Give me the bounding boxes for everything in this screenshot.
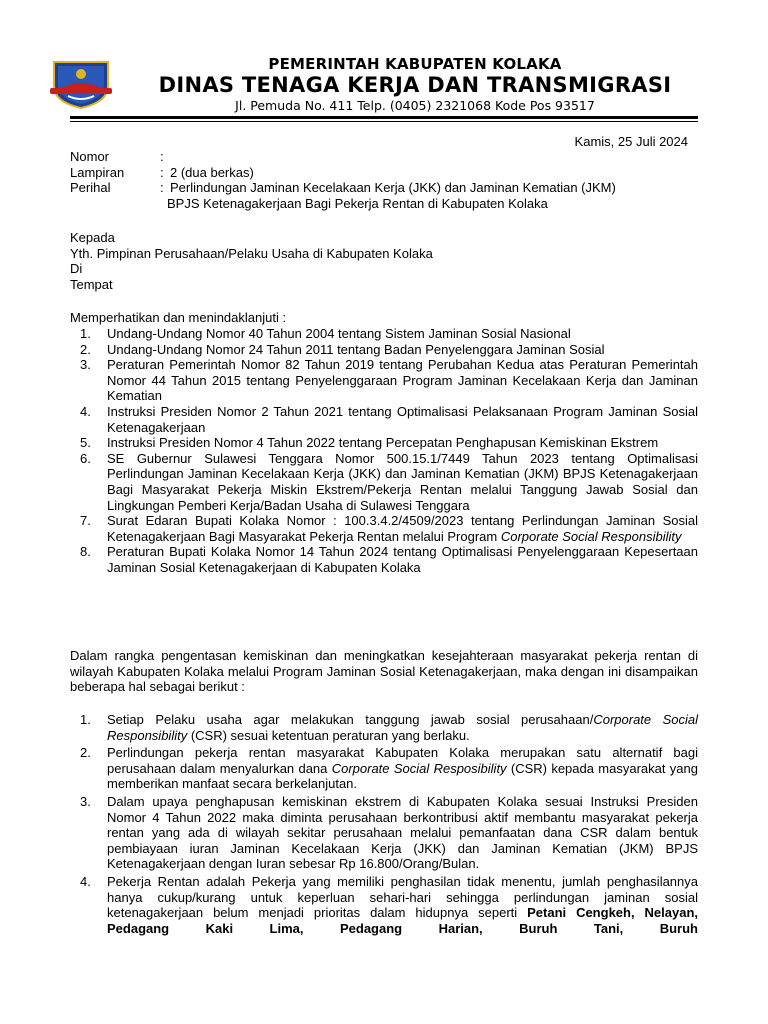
list-number: 4. xyxy=(80,873,91,889)
perihal-line-2: BPJS Ketenagakerjaan Bagi Pekerja Rentan di Kabupaten Kolaka xyxy=(167,195,548,211)
list-text: (CSR) kepada masyarakat yang memberikan manfaat secara berkelanjutan. xyxy=(107,760,698,792)
list-text: Undang-Undang Nomor 24 Tahun 2011 tentang Badan Penyelenggara Jaminan Sosial xyxy=(107,341,605,357)
government-name: PEMERINTAH KABUPATEN KOLAKA xyxy=(268,55,562,73)
list-number: 2. xyxy=(80,341,91,357)
nomor-colon: : xyxy=(160,149,164,164)
recipient-block xyxy=(70,230,433,292)
recipient-name: Yth. Pimpinan Perusahaan/Pelaku Usaha di Kabupaten Kolaka xyxy=(70,245,433,261)
list-item xyxy=(70,435,698,451)
perihal-line-1: Perlindungan Jaminan Kecelakaan Kerja (JKK) dan Jaminan Kematian (JKM) xyxy=(170,180,616,196)
list-text-italic: Corporate Social Responsibility xyxy=(500,528,682,544)
list-number: 3. xyxy=(80,793,91,809)
list-number: 5. xyxy=(80,435,91,451)
list-text: Perlindungan pekerja rentan masyarakat Kabupaten Kolaka merupakan satu alternatif bagi perusahaan dalam menyalurkan dana xyxy=(107,745,698,776)
nomor-label: Nomor xyxy=(70,149,110,164)
recipient-kepada: Kepada xyxy=(70,230,115,245)
agency-name: DINAS TENAGA KERJA DAN TRANSMIGRASI xyxy=(158,73,672,97)
list-text: Dalam upaya penghapusan kemiskinan ekstrem di Kabupaten Kolaka sesuai Instruksi Presiden Nomor 4 Tahun 2022 maka diminta perusahaan berkontribusi aktif membantu masyarakat pekerja rentan yang ada di wilayah sekitar perusahaan melalui pemanfaatan dana CSR dalam bentuk pembiayaan iuran Jaminan Kecelakaan Kerja (JKK) dan Jaminan Kematian (JKM) BPJS Ketenagakerjaan dengan Iuran sebesar Rp 16.800/Orang/Bulan. xyxy=(107,793,698,872)
list-number: 6. xyxy=(80,450,91,466)
letter-meta xyxy=(70,149,700,211)
lampiran-colon: : xyxy=(160,164,164,180)
list-number: 2. xyxy=(80,745,91,761)
list-text: Setiap Pelaku usaha agar melakukan tanggung jawab sosial perusahaan/ xyxy=(107,712,594,727)
nomor-row xyxy=(70,149,700,165)
list-text-bold: Petani Cengkeh, Nelayan, Pedagang Kaki Lima, Pedagang Harian, Buruh Tani, Buruh xyxy=(107,905,698,936)
list-item xyxy=(70,451,698,513)
list-item xyxy=(70,544,698,575)
letterhead xyxy=(110,55,720,114)
lampiran-value: 2 (dua berkas) xyxy=(170,164,254,180)
perihal-label: Perihal xyxy=(70,180,111,196)
list-text: (CSR) sesuai ketentuan peraturan yang berlaku. xyxy=(187,727,470,743)
recipient-tempat: Tempat xyxy=(70,276,113,292)
letter-date: Kamis, 25 Juli 2024 xyxy=(574,134,688,149)
list-item xyxy=(70,794,698,872)
list-number: 1. xyxy=(80,326,91,341)
list-text: Peraturan Pemerintah Nomor 82 Tahun 2019 tentang Perubahan Kedua atas Peraturan Pemerintah Nomor 44 Tahun 2015 tentang Penyelenggaraan Program Jaminan Kecelakaan Kerja dan Jaminan Kematian xyxy=(107,357,698,404)
list-number: 3. xyxy=(80,357,91,373)
list-number: 1. xyxy=(80,712,91,727)
points-list xyxy=(70,712,698,938)
list-text: Peraturan Bupati Kolaka Nomor 14 Tahun 2024 tentang Optimalisasi Penyelenggaraan Kepesertaan Jaminan Sosial Ketenagakerjaan di Kabupaten Kolaka xyxy=(107,544,698,575)
list-text: Instruksi Presiden Nomor 2 Tahun 2021 tentang Optimalisasi Pelaksanaan Program Jaminan Sosial Ketenagakerjaan xyxy=(107,403,698,435)
list-number: 8. xyxy=(80,544,91,560)
list-item xyxy=(70,326,698,342)
list-text: SE Gubernur Sulawesi Tenggara Nomor 500.15.1/7449 Tahun 2023 tentang Optimalisasi Perlindungan Jaminan Kecelakaan Kerja (JKK) dan Jaminan Kematian (JKM) BPJS Ketenagakerjaan Bagi Masyarakat Pekerja Miskin Ekstrem/Pekerja Rentan melalui Tanggung Jawab Sosial dan Lingkungan Pemberi Kerja/Badan Usaha di Sulawesi Tenggara xyxy=(107,450,698,513)
lampiran-label: Lampiran xyxy=(70,164,125,180)
kolaka-emblem-logo xyxy=(48,58,114,110)
letterhead-rule-thin xyxy=(70,121,698,122)
list-number: 4. xyxy=(80,403,91,419)
recipient-di: Di xyxy=(70,261,83,277)
intro-line: Memperhatikan dan menindaklanjuti : xyxy=(70,310,287,325)
list-number: 7. xyxy=(80,513,91,529)
list-item xyxy=(70,712,698,743)
list-text: Instruksi Presiden Nomor 4 Tahun 2022 tentang Percepatan Penghapusan Kemiskinan Ekstrem xyxy=(107,435,659,451)
agency-address: Jl. Pemuda No. 411 Telp. (0405) 2321068 Kode Pos 93517 xyxy=(235,98,595,113)
list-text: Undang-Undang Nomor 40 Tahun 2004 tentang Sistem Jaminan Sosial Nasional xyxy=(107,326,571,341)
reference-list xyxy=(70,326,698,576)
list-item xyxy=(70,357,698,404)
perihal-row xyxy=(70,180,700,196)
perihal-colon: : xyxy=(160,180,164,196)
list-text: Pekerja Rentan adalah Pekerja yang memiliki penghasilan tidak menentu, jumlah penghasilannya hanya cukup/kurang untuk keperluan sehari-hari sehingga perlindungan jaminan sosial ketenagakerjaan belum menjadi prioritas dalam hidupnya seperti xyxy=(107,873,698,921)
body-paragraph: Dalam rangka pengentasan kemiskinan dan meningkatkan kesejahteraan masyarakat pekerja rentan di wilayah Kabupaten Kolaka melalui Program Jaminan Sosial Ketenagakerjaan, maka dengan ini disampaikan beberapa hal sebagai berikut : xyxy=(70,648,698,695)
lampiran-row xyxy=(70,165,700,181)
nomor-value xyxy=(170,149,700,165)
list-item xyxy=(70,874,698,936)
letterhead-rule-thick xyxy=(70,116,698,119)
list-item xyxy=(70,745,698,792)
list-item xyxy=(70,513,698,544)
list-text: Surat Edaran Bupati Kolaka Nomor : 100.3.4.2/4509/2023 tentang Perlindungan Jaminan Sosial Ketenagakerjaan Bagi Masyarakat Pekerja Rentan melalui Program xyxy=(107,513,698,544)
list-text-italic: Corporate Social Resposibility xyxy=(331,760,507,776)
list-text-italic: Corporate Social Responsibility xyxy=(107,712,699,743)
list-item xyxy=(70,404,698,435)
list-item xyxy=(70,342,698,358)
